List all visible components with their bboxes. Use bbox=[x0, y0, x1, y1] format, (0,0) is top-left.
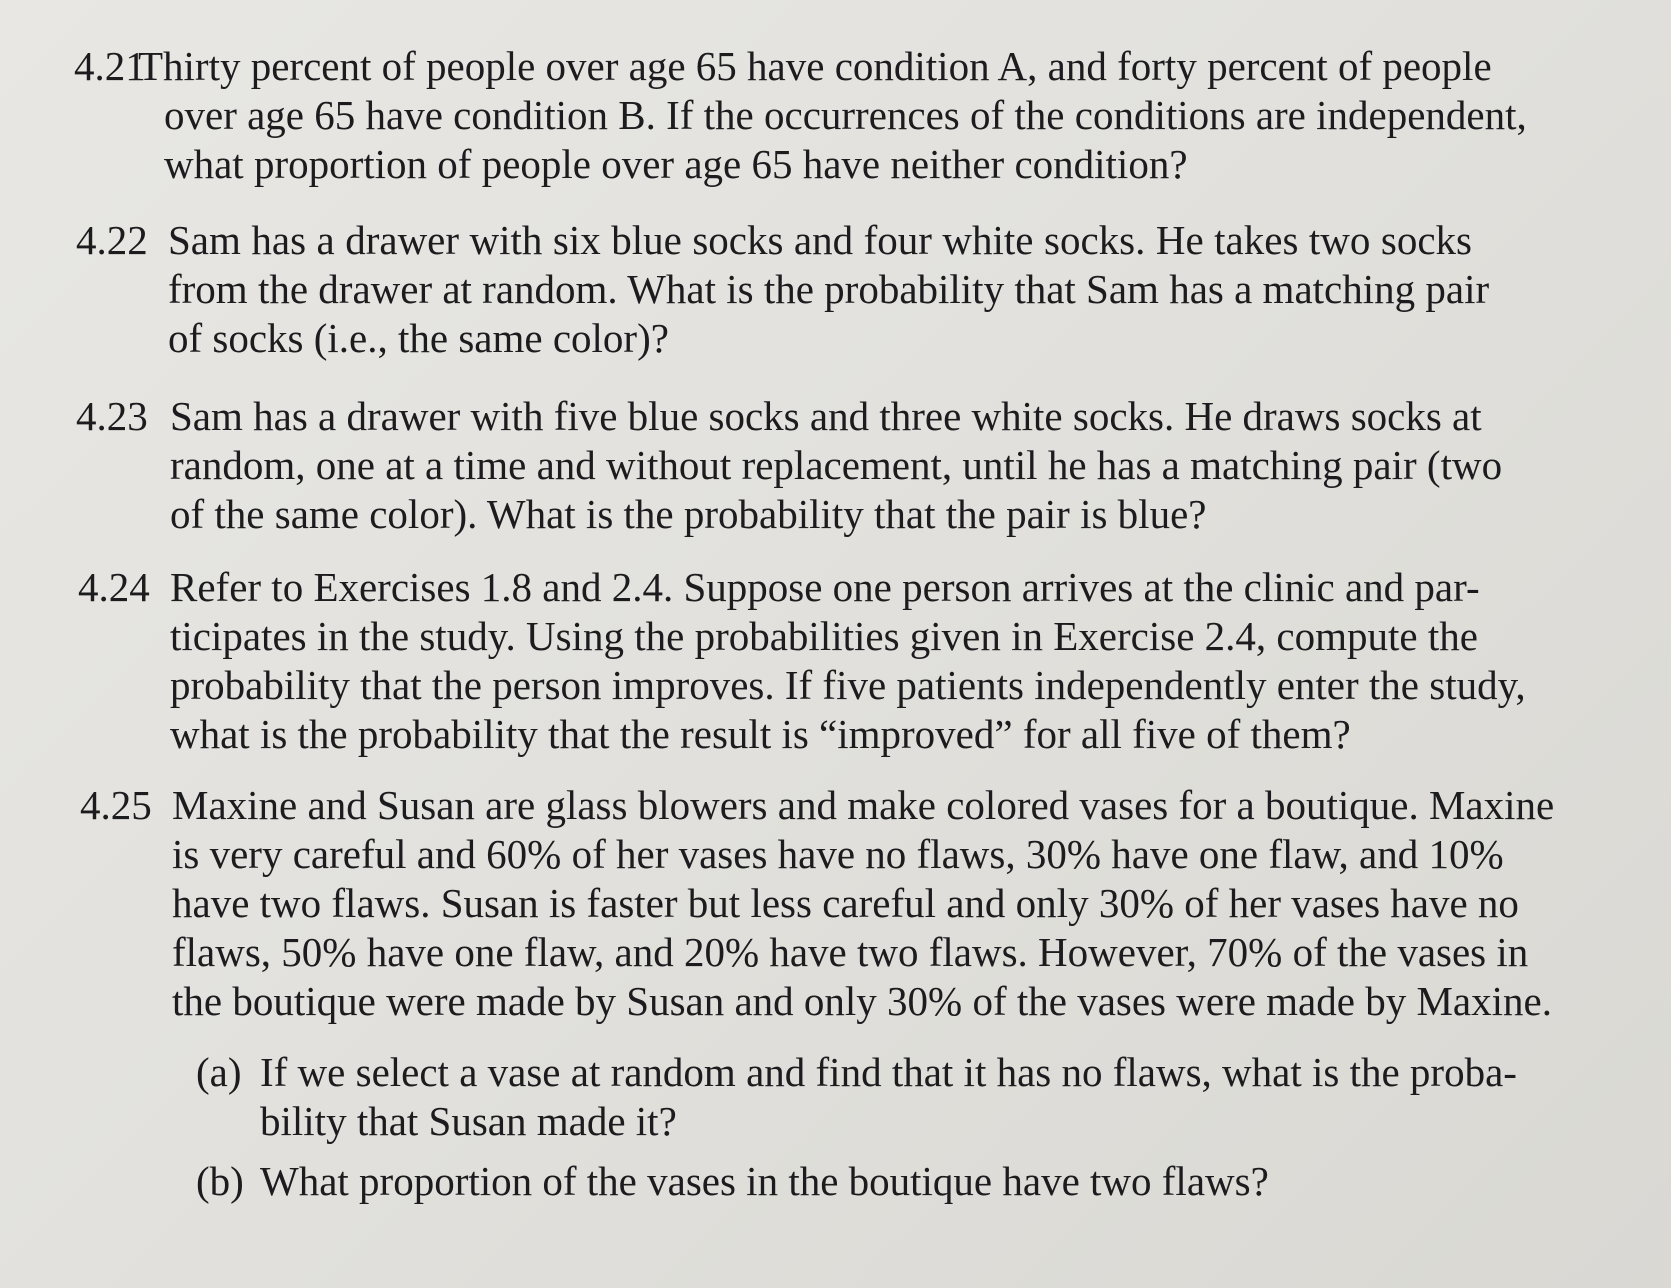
text-line: what proportion of people over age 65 have neither condition? bbox=[164, 141, 1188, 187]
text-line: from the drawer at random. What is the probability that Sam has a matching pair bbox=[168, 266, 1490, 312]
exercise-text bbox=[168, 216, 1490, 363]
exercise-text bbox=[170, 563, 1526, 759]
text-line: ticipates in the study. Using the probabilities given in Exercise 2.4, compute the bbox=[170, 613, 1478, 659]
text-line: What proportion of the vases in the boutique have two flaws? bbox=[260, 1158, 1269, 1204]
exercise-number: 4.21 bbox=[74, 43, 146, 89]
text-line: flaws, 50% have one flaw, and 20% have two flaws. However, 70% of the vases in bbox=[172, 929, 1529, 975]
text-line: over age 65 have condition B. If the occurrences of the conditions are independent, bbox=[164, 92, 1527, 138]
exercise-number: 4.25 bbox=[80, 782, 152, 828]
exercise-text bbox=[138, 42, 1527, 189]
text-line: Sam has a drawer with six blue socks and four white socks. He takes two socks bbox=[168, 217, 1472, 263]
text-line: Refer to Exercises 1.8 and 2.4. Suppose one person arrives at the clinic and par- bbox=[170, 564, 1480, 610]
text-line: of socks (i.e., the same color)? bbox=[168, 315, 669, 361]
text-line: is very careful and 60% of her vases have no flaws, 30% have one flaw, and 10% bbox=[172, 831, 1504, 877]
text-line: have two flaws. Susan is faster but less careful and only 30% of her vases have no bbox=[172, 880, 1519, 926]
text-line: the boutique were made by Susan and only 30% of the vases were made by Maxine. bbox=[172, 978, 1552, 1024]
text-line: what is the probability that the result is “improved” for all five of them? bbox=[170, 711, 1351, 757]
subpart-text bbox=[260, 1048, 1517, 1146]
text-line: of the same color). What is the probability that the pair is blue? bbox=[170, 491, 1207, 537]
text-line: random, one at a time and without replacement, until he has a matching pair (two bbox=[170, 442, 1503, 488]
exercise-number: 4.22 bbox=[76, 217, 148, 263]
text-line: probability that the person improves. If five patients independently enter the study, bbox=[170, 662, 1526, 708]
exercise-number: 4.24 bbox=[78, 564, 150, 610]
text-line: If we select a vase at random and find that it has no flaws, what is the proba- bbox=[260, 1049, 1517, 1095]
exercise-number: 4.23 bbox=[76, 393, 148, 439]
exercise-text bbox=[170, 392, 1503, 539]
subpart-label: (a) bbox=[196, 1049, 242, 1095]
subpart-text bbox=[260, 1157, 1465, 1206]
text-line: Thirty percent of people over age 65 have condition A, and forty percent of people bbox=[138, 43, 1492, 89]
text-line: bility that Susan made it? bbox=[260, 1098, 677, 1144]
text-line: Sam has a drawer with five blue socks and three white socks. He draws socks at bbox=[170, 393, 1482, 439]
subpart-label: (b) bbox=[196, 1158, 244, 1204]
exercise-text bbox=[172, 781, 1555, 1026]
text-line: Maxine and Susan are glass blowers and make colored vases for a boutique. Maxine bbox=[172, 782, 1555, 828]
